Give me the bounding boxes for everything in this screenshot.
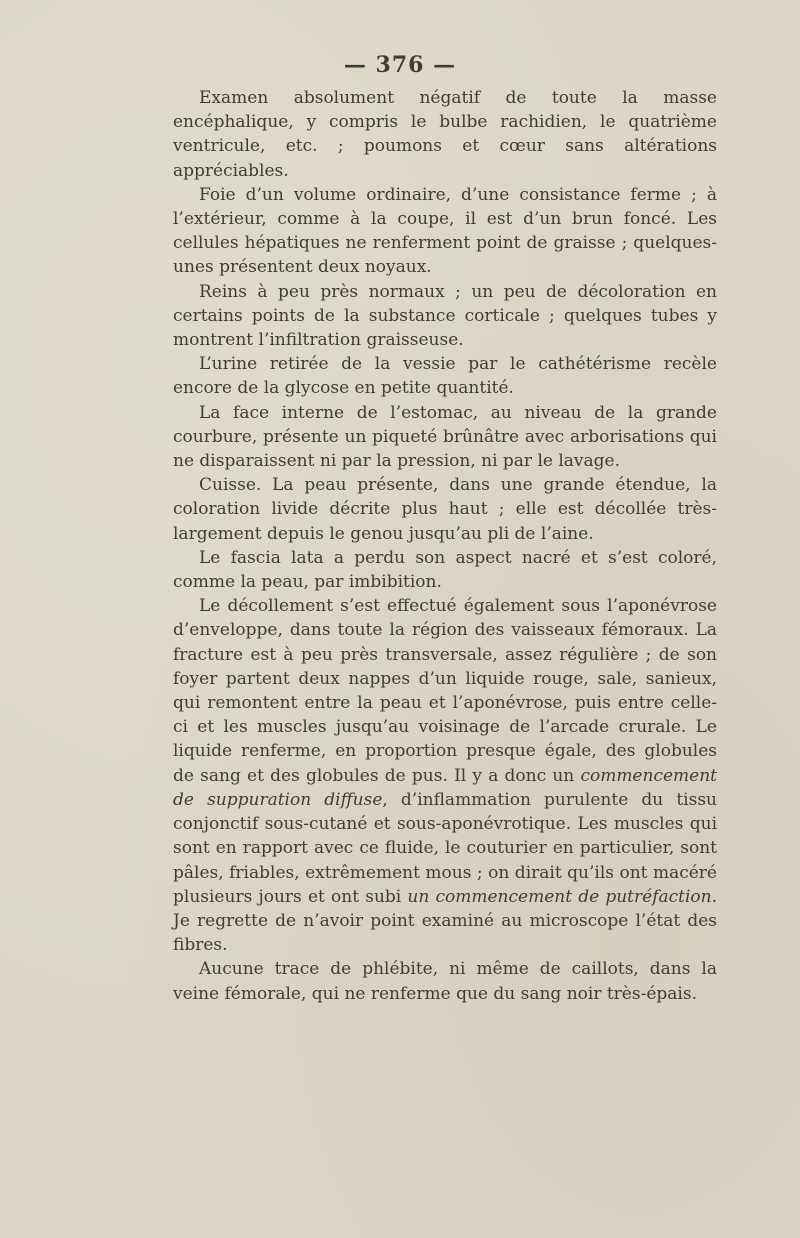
paragraph <box>173 183 717 280</box>
text-run: Examen absolument négatif de toute la masse encéphalique, y compris le bulbe rachidien, le quatrième ventricule, etc. ; poumons et cœur sans altérations appréciables. <box>173 88 717 181</box>
italic-text: un commencement de putréfaction <box>407 886 712 907</box>
text-run: Aucune trace de phlébite, ni même de caillots, dans la veine fémorale, qui ne renferme que du sang noir très-épais. <box>173 959 717 1004</box>
text-run: . Je regrette de n’avoir point examiné au microscope l’état des fibres. <box>173 886 717 956</box>
page-number: — 376 — <box>343 52 457 78</box>
italic-text: commencement de suppuration diffuse <box>173 765 717 810</box>
text-run: , d’inflammation purulente du tissu conjonctif sous-cutané et sous-aponévrotique. Les muscles qui sont en rapport avec ce fluide, le couturier en particulier, sont pâles, friables, extrêmement mous ; on dirait qu’ils ont macéré plusieurs jours et ont subi <box>173 789 717 907</box>
text-run: Le décollement s’est effectué également sous l’aponévrose d’enveloppe, dans toute la région des vaisseaux fémoraux. La fracture est à peu près transversale, assez régulière ; de son foyer partent deux nappes d’un liquide rouge, sale, sanieux, qui remontent entre la peau et l’aponévrose, puis entre celle-ci et les muscles jusqu’au voisinage de l’arcade crurale. Le liquide renferme, en proportion presque égale, des globules de sang et des globules de pus. Il y a donc un <box>173 596 717 786</box>
text-run: Le fascia lata a perdu son aspect nacré et s’est coloré, comme la peau, par imbibition. <box>173 547 717 593</box>
paragraph <box>173 401 717 474</box>
text-run: Foie d’un volume ordinaire, d’une consistance ferme ; à l’extérieur, comme à la coupe, il est d’un brun foncé. Les cellules hépatiques ne renferment point de graisse ; quelques-unes présentent deux noyaux. <box>173 184 717 278</box>
text-run: La face interne de l’estomac, au niveau de la grande courbure, présente un piqueté brûnâtre avec arborisations qui ne disparaissent ni par la pression, ni par le lavage. <box>173 402 717 472</box>
body-text <box>173 86 717 1006</box>
paragraph <box>173 86 717 183</box>
paragraph <box>173 280 717 353</box>
text-run: L’urine retirée de la vessie par le cathétérisme recèle encore de la glycose en petite quantité. <box>173 354 717 399</box>
text-run: Cuisse. La peau présente, dans une grande étendue, la coloration livide décrite plus haut ; elle est décollée très-largement depuis le genou jusqu’au pli de l’aine. <box>173 475 717 544</box>
paragraph <box>173 473 717 546</box>
paragraph <box>173 957 717 1005</box>
text-run: Reins à peu près normaux ; un peu de décoloration en certains points de la substance corticale ; quelques tubes y montrent l’infiltration graisseuse. <box>173 281 717 351</box>
paragraph <box>173 352 717 400</box>
paragraph <box>173 594 717 957</box>
paragraph <box>173 546 717 594</box>
